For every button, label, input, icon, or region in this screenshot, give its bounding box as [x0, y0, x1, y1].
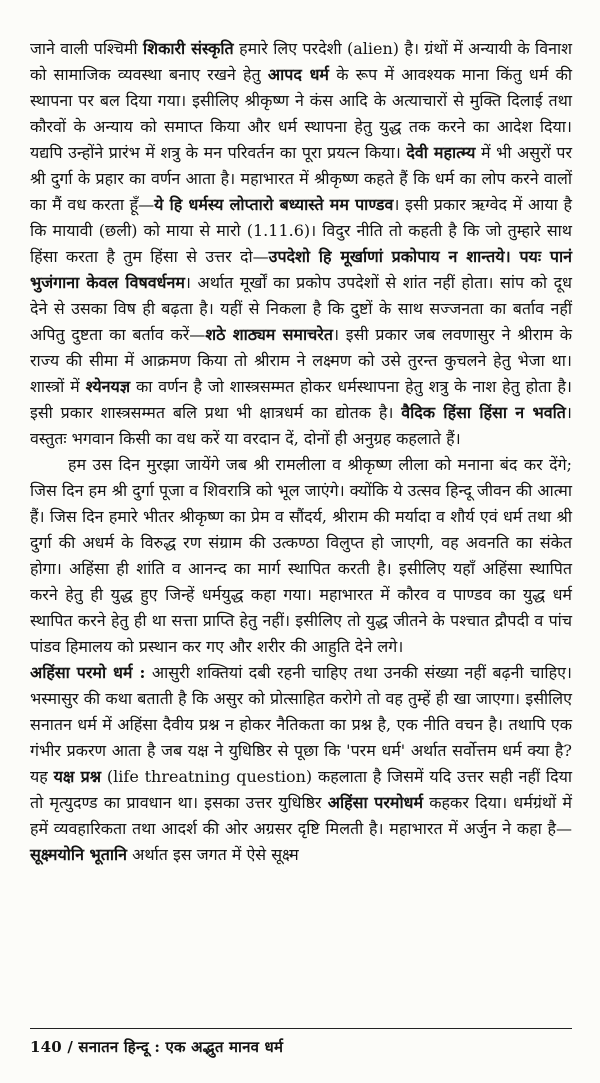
text-run: कहकर दिया। धर्मग्रंथों में हमें व्यवहारिकता तथा आदर्श की ओर अग्रसर दृष्टि मिलती है। महाभारत में अर्जुन ने कहा है— — [30, 793, 572, 838]
text-run: अर्थात इस जगत में ऐसे सूक्ष्म — [127, 845, 299, 864]
text-run: का वर्णन है जो शास्त्रसम्मत होकर धर्मस्थापना हेतु शत्रु के नाश हेतु होता है। इसी प्रकार शास्त्रसम्मत बलि प्रथा भी क्षात्रधर्म का द्योतक है। — [30, 377, 572, 422]
text-run: के रूप में आवश्यक माना किंतु धर्म की स्थापना पर बल दिया गया। इसीलिए श्रीकृष्ण ने कंस आदि के अत्याचारों से मुक्ति दिलाई तथा कौरवों के अन्याय को समाप्त किया और धर्म स्थापना हेतु युद्ध तक करने का आदेश दिया। यद्यपि उन्होंने प्रारंभ में शत्रु के मन परिवर्तन का पूरा प्रयत्न किया। — [30, 65, 573, 162]
bold-text-run: शठे शाठ्यम समाचरेत — [205, 325, 333, 344]
bold-text-run: सूक्ष्मयोनि भूतानि — [30, 845, 128, 864]
bold-text-run: देवी महात्म्य — [406, 143, 476, 162]
footer-divider — [30, 1028, 572, 1029]
bold-text-run: वैदिक हिंसा हिंसा न भवति — [401, 403, 566, 422]
bold-text-run: अहिंसा परमोधर्म — [327, 793, 424, 812]
bold-text-run: शिकारी संस्कृति — [143, 39, 234, 58]
text-run: (life threatning question) कहलाता है जिसमें यदि उत्तर सही नहीं दिया तो मृत्युदण्ड का प्रावधान था। इसका उत्तर युधिष्ठिर — [30, 767, 572, 812]
footer-text: 140 / सनातन हिन्दू : एक अद्भुत मानव धर्म — [30, 1038, 284, 1056]
text-run: । इसी प्रकार ऋग्वेद में आया है कि मायावी (छली) को माया से मारो (1.11.6)। विदुर नीति तो कहती है कि जो तुम्हारे साथ हिंसा करता है तुम हिंसा से उत्तर दो— — [30, 195, 572, 266]
bold-text-run: श्येनयज्ञ — [85, 377, 131, 396]
page-body — [30, 36, 572, 868]
text-run: । वस्तुतः भगवान किसी का वध करें या वरदान दें, दोनों ही अनुग्रह कहलाते हैं। — [30, 403, 572, 448]
paragraph — [30, 660, 572, 868]
paragraph — [30, 452, 572, 660]
bold-text-run: अहिंसा परमो धर्म : — [30, 663, 146, 682]
text-run: आसुरी शक्तियां दबी रहनी चाहिए तथा उनकी संख्या नहीं बढ़नी चाहिए। भस्मासुर की कथा बताती है कि असुर को प्रोत्साहित करोगे तो वह तुम्हें ही खा जाएगा। इसीलिए सनातन धर्म में अहिंसा दैवीय प्रश्न न होकर नैतिकता का प्रश्न है, एक नीति वचन है। तथापि एक गंभीर प्रकरण आता है जब यक्ष ने युधिष्ठिर से पूछा कि 'परम धर्म' अर्थात सर्वोत्तम धर्म क्या है? यह — [30, 663, 572, 786]
text-run: हमारे लिए परदेशी (alien) है। ग्रंथों में अन्यायी के विनाश को सामाजिक व्यवस्था बनाए रखने हेतु — [30, 39, 572, 84]
bold-text-run: ये हि धर्मस्य लोप्तारो बध्यास्ते मम पाण्डव — [154, 195, 394, 214]
paragraph — [30, 36, 572, 452]
text-run: । इसी प्रकार जब लवणासुर ने श्रीराम के राज्य की सीमा में आक्रमण किया तो श्रीराम ने लक्ष्मण को उसे तुरन्त कुचलने हेतु भेजा था। शास्त्रों में — [30, 325, 572, 396]
text-run: में भी असुरों पर श्री दुर्गा के प्रहार का वर्णन आता है। महाभारत में श्रीकृष्ण कहते हैं कि धर्म का लोप करने वालों का मैं वध करता हूँ— — [30, 143, 572, 214]
page-footer — [30, 1028, 572, 1057]
text-run: हम उस दिन मुरझा जायेंगे जब श्री रामलीला व श्रीकृष्ण लीला को मनाना बंद कर देंगे; जिस दिन हम श्री दुर्गा पूजा व शिवरात्रि को भूल जाएंगे। क्योंकि ये उत्सव हिन्दू जीवन की आत्मा हैं। जिस दिन हमारे भीतर श्रीकृष्ण का प्रेम व सौंदर्य, श्रीराम की मर्यादा व शौर्य एवं धर्म तथा श्री दुर्गा की अधर्म के विरुद्ध रण संग्राम की उत्कण्ठा विलुप्त हो जाएगी, वह अवनति का संकेत होगा। अहिंसा ही शांति व आनन्द का मार्ग स्थापित करती है। इसीलिए यहाँ अहिंसा स्थापित करने हेतु ही युद्ध हुए जिन्हें धर्मयुद्ध कहा गया। महाभारत में कौरव व पाण्डव का युद्ध धर्म स्थापित करने हेतु ही था सत्ता प्राप्ति हेतु नहीं। इसीलिए तो युद्ध जीतने के पश्चात द्रौपदी व पांच पांडव हिमालय को प्रस्थान कर गए और शरीर की आहुति देने लगे। — [30, 455, 572, 656]
bold-text-run: उपदेशो हि मूर्खाणां प्रकोपाय न शान्तये। पयः पानं भुजंगाना केवल विषवर्धनम — [30, 247, 573, 292]
bold-text-run: आपद धर्म — [267, 65, 329, 84]
bold-text-run: यक्ष प्रश्न — [53, 767, 102, 786]
text-run: जाने वाली पश्चिमी — [30, 39, 144, 58]
text-run: । अर्थात मूर्खों का प्रकोप उपदेशों से शांत नहीं होता। सांप को दूध देने से उसका विष ही बढ़ता है। यहीं से निकला है कि दुष्टों के साथ सज्जनता का बर्ताव नहीं अपितु दुष्टता का बर्ताव करें— — [30, 273, 572, 344]
